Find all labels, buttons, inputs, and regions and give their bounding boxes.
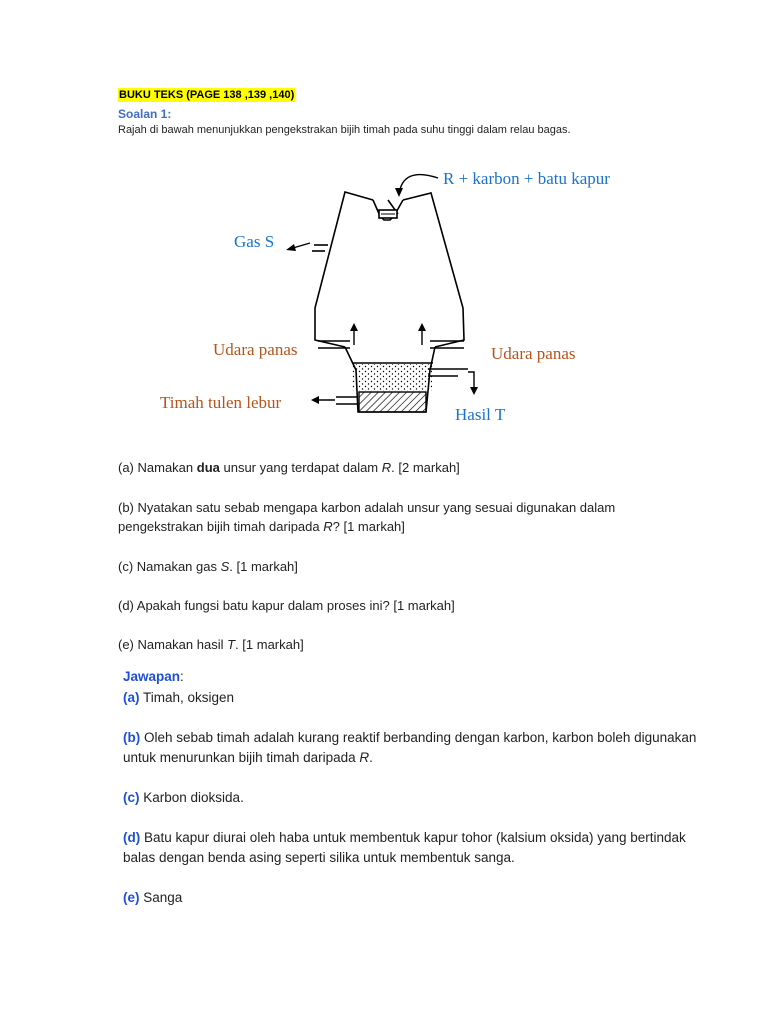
- hot-air-left-label: Udara panas: [213, 340, 298, 359]
- question-part-c: (c) Namakan gas S. [1 markah]: [118, 559, 298, 574]
- gas-s-label: Gas S: [234, 232, 275, 251]
- top-feed-label: R + karbon + batu kapur: [443, 169, 610, 188]
- question-part-b: (b) Nyatakan satu sebab mengapa karbon adalah unsur yang sesuai digunakan dalam pengekstrakan bijih timah daripada R? [1 markah]: [118, 500, 616, 534]
- answer-b: (b) Oleh sebab timah adalah kurang reaktif berbanding dengan karbon, karbon boleh digunakan untuk menurunkan bijih timah daripada R.: [123, 730, 697, 765]
- blast-furnace-diagram: [118, 150, 658, 442]
- question-part-e: (e) Namakan hasil T. [1 markah]: [118, 637, 304, 652]
- question-part-d: (d) Apakah fungsi batu kapur dalam proses ini? [1 markah]: [118, 598, 455, 613]
- answer-c: (c) Karbon dioksida.: [123, 790, 244, 805]
- answer-e: (e) Sanga: [123, 890, 183, 905]
- question-intro: Rajah di bawah menunjukkan pengekstrakan bijih timah pada suhu tinggi dalam relau bagas.: [118, 124, 571, 136]
- molten-tin-layer: [359, 392, 426, 412]
- answer-heading: Jawapan:: [123, 669, 184, 684]
- question-title: Soalan 1:: [118, 107, 172, 121]
- molten-tin-label: Timah tulen lebur: [160, 393, 282, 412]
- answer-d: (d) Batu kapur diurai oleh haba untuk membentuk kapur tohor (kalsium oksida) yang bertindak balas dengan benda asing seperti silika untuk membentuk sanga.: [123, 830, 686, 865]
- answer-a: (a) Timah, oksigen: [123, 690, 235, 705]
- product-t-label: Hasil T: [455, 405, 506, 424]
- textbook-reference-highlight: BUKU TEKS (PAGE 138 ,139 ,140): [119, 89, 295, 101]
- hot-air-right-label: Udara panas: [491, 344, 576, 363]
- question-part-a: (a) Namakan dua unsur yang terdapat dalam R. [2 markah]: [118, 460, 460, 475]
- slag-layer: [352, 364, 432, 391]
